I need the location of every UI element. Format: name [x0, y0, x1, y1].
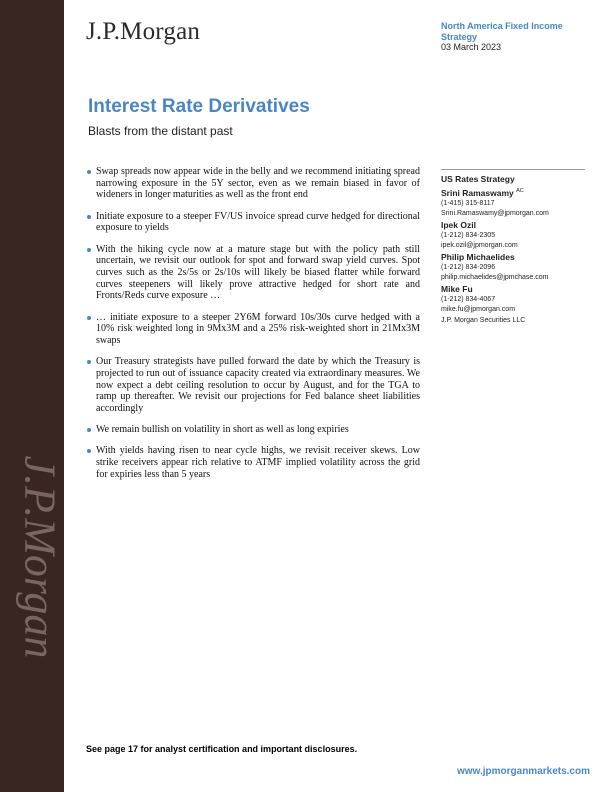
analyst-email[interactable]: mike.fu@jpmorgan.com [441, 305, 516, 313]
sidebar-watermark-logo: J.P.Morgan [15, 455, 65, 659]
footer-link[interactable]: www.jpmorganmarkets.com [457, 766, 590, 777]
key-points-list [86, 166, 420, 490]
analyst-name: Mike Fu [441, 283, 473, 294]
analyst-name: Philip Michaelides [441, 251, 515, 262]
key-point: Swap spreads now appear wide in the belly and we recommend initiating spread narrowing exposure in the 5Y sector, even as we remain biased in favor of wideners in longer maturities as well as the front end [86, 166, 420, 201]
analyst-firm: J.P. Morgan Securities LLC [441, 316, 526, 324]
page-title: Interest Rate Derivatives [88, 96, 310, 117]
key-point: … initiate exposure to a steeper 2Y6M forward 10s/30s curve hedged with a 10% risk weighted long in 9Mx3M and a 25% risk-weighted short in 21Mx3M swaps [86, 312, 420, 347]
key-point: We remain bullish on volatility in short as well as long expiries [86, 424, 420, 436]
key-point: Our Treasury strategists have pulled forward the date by which the Treasury is projected to run out of issuance capacity created via extraordinary measures. We now expect a debt ceiling resolution to occur by August, and for the TGA to ramp up thereafter. We revisit our projections for Fed balance sheet liabilities accordingly [86, 356, 420, 415]
analyst-email[interactable]: Srini.Ramaswamy@jpmorgan.com [441, 209, 549, 217]
report-header [441, 21, 601, 53]
report-date: 03 March 2023 [441, 42, 502, 52]
analyst-team: US Rates Strategy [441, 174, 515, 184]
analyst-certification: AC [516, 188, 524, 194]
analyst-phone: (1-415) 315-8117 [441, 199, 495, 207]
analyst-phone: (1-212) 834-2096 [441, 263, 496, 271]
key-point: With yields having risen to near cycle highs, we revisit receiver skews. Low strike receivers appear rich relative to ATMF implied volatility across the grid for expiries less than 5 years [86, 445, 420, 480]
left-sidebar-band [0, 0, 64, 792]
report-series: North America Fixed Income Strategy [441, 21, 563, 42]
analyst-phone: (1-212) 834-2305 [441, 231, 496, 239]
analyst-email[interactable]: ipek.ozil@jpmorgan.com [441, 241, 518, 249]
analyst-panel [441, 169, 585, 326]
page-subtitle: Blasts from the distant past [88, 124, 233, 138]
jpmorgan-logo: J.P.Morgan [86, 18, 201, 45]
analyst-name: Srini Ramaswamy $^{AC}$ [441, 187, 524, 198]
analyst-email[interactable]: philip.michaelides@jpmchase.com [441, 273, 549, 281]
key-point: Initiate exposure to a steeper FV/US invoice spread curve hedged for directional exposure to yields [86, 211, 420, 234]
analyst-name: Ipek Ozil [441, 219, 476, 230]
analyst-phone: (1-212) 834-4067 [441, 295, 496, 303]
disclosure-note: See page 17 for analyst certification and important disclosures. [86, 744, 358, 754]
key-point: With the hiking cycle now at a mature stage but with the policy path still uncertain, we revisit our outlook for spot and forward swap yield curves. Spot curves such as the 2s/5s or 2s/10s will likely be biased flatter while forward curves steepeners will likely prove attractive hedged for short rate and Fronts/Reds curve exposure … [86, 244, 420, 303]
